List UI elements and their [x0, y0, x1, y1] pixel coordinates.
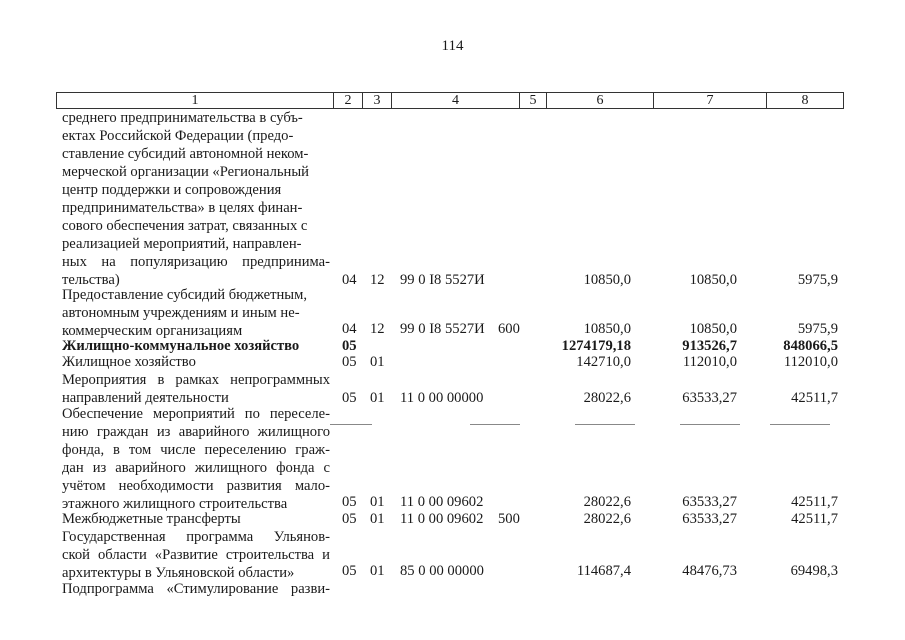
cell-section: 05 [342, 494, 357, 510]
cell-amount-7: 63533,27 [682, 390, 737, 406]
cell-amount-7: 10850,0 [689, 321, 737, 337]
text-line: нию граждан из аварийного жилищного [62, 424, 330, 440]
text-line: Подпрограмма «Стимулирование разви- [62, 581, 330, 597]
cell-section: 04 [342, 272, 357, 288]
row-description [62, 286, 330, 340]
text-line: коммерческим организациям [62, 323, 243, 339]
cell-amount-7: 10850,0 [689, 272, 737, 288]
row-description [62, 405, 330, 513]
cell-amount-8: 42511,7 [791, 494, 838, 510]
cell-amount-8: 42511,7 [791, 390, 838, 406]
cell-subsection: 01 [370, 511, 385, 527]
cell-section: 05 [342, 390, 357, 406]
cell-section: 05 [342, 354, 357, 370]
header-col-6: 6 [546, 93, 653, 108]
cell-amount-8: 5975,9 [797, 321, 838, 337]
cell-expense-type: 500 [498, 511, 520, 527]
cell-amount-6: 28022,6 [583, 511, 631, 527]
cell-section: 05 [342, 338, 357, 354]
text-line: ставление субсидий автономной неком- [62, 146, 309, 162]
text-line: Мероприятия в рамках непрограммных [62, 372, 330, 388]
cell-amount-6: 10850,0 [583, 272, 631, 288]
text-line: ных на популяризацию предпринима- [62, 254, 330, 270]
text-line: этажного жилищного строительства [62, 496, 288, 512]
text-line: центр поддержки и сопровождения [62, 182, 282, 198]
scan-artifact-line [680, 424, 740, 425]
cell-amount-7: 112010,0 [682, 354, 737, 370]
row-description [62, 580, 330, 598]
scan-artifact-line [330, 424, 372, 425]
row-description [62, 528, 330, 582]
cell-amount-7: 63533,27 [682, 511, 737, 527]
header-col-4: 4 [391, 93, 519, 108]
cell-section: 04 [342, 321, 357, 337]
cell-amount-7: 63533,27 [682, 494, 737, 510]
text-line: ской области «Развитие строительства и [62, 547, 330, 563]
text-line: Предоставление субсидий бюджетным, [62, 287, 307, 303]
text-line: архитектуры в Ульяновской области» [62, 565, 295, 581]
cell-amount-6: 1274179,18 [561, 338, 631, 354]
cell-amount-6: 10850,0 [583, 321, 631, 337]
cell-amount-8: 5975,9 [797, 272, 838, 288]
text-line: предпринимательства» в целях финан- [62, 200, 303, 216]
text-line: реализацией мероприятий, направлен- [62, 236, 302, 252]
header-col-3: 3 [362, 93, 391, 108]
table-header [56, 92, 844, 109]
text-line: Жилищно-коммунальное хозяйство [62, 338, 300, 354]
row-description [62, 510, 330, 528]
cell-subsection: 01 [370, 494, 385, 510]
text-line: ектах Российской Федерации (предо- [62, 128, 294, 144]
text-line: направлений деятельности [62, 390, 229, 406]
row-description [62, 371, 330, 407]
row-description [62, 353, 330, 371]
cell-target-article: 11 0 00 00000 [400, 390, 484, 406]
text-line: автономным учреждениям и иным не- [62, 305, 300, 321]
header-col-7: 7 [653, 93, 766, 108]
cell-amount-7: 48476,73 [682, 563, 737, 579]
cell-amount-8: 112010,0 [783, 354, 838, 370]
text-line: Жилищное хозяйство [62, 354, 196, 370]
text-line: дан из аварийного жилищного фонда с [62, 460, 330, 476]
scan-artifact-line [575, 424, 635, 425]
text-line: учётом необходимости развития мало- [62, 478, 330, 494]
text-line: мерческой организации «Региональный [62, 164, 309, 180]
scan-artifact-line [770, 424, 830, 425]
header-col-2: 2 [333, 93, 362, 108]
text-line: Обеспечение мероприятий по переселе- [62, 406, 330, 422]
cell-subsection: 01 [370, 563, 385, 579]
text-line: сового обеспечения затрат, связанных с [62, 218, 308, 234]
cell-target-article: 99 0 I8 5527И [400, 272, 485, 288]
cell-amount-8: 42511,7 [791, 511, 838, 527]
cell-subsection: 12 [370, 272, 385, 288]
text-line: Межбюджетные трансферты [62, 511, 241, 527]
header-col-1: 1 [191, 93, 199, 108]
text-line: фонда, в том числе переселению граж- [62, 442, 330, 458]
cell-amount-6: 114687,4 [576, 563, 631, 579]
cell-amount-7: 913526,7 [682, 338, 737, 354]
cell-target-article: 99 0 I8 5527И [400, 321, 485, 337]
cell-amount-6: 142710,0 [576, 354, 631, 370]
cell-subsection: 01 [370, 354, 385, 370]
page-number: 114 [441, 38, 464, 54]
row-description [62, 109, 330, 289]
cell-subsection: 12 [370, 321, 385, 337]
text-line: тельства) [62, 272, 120, 288]
cell-target-article: 11 0 00 09602 [400, 494, 484, 510]
cell-amount-8: 69498,3 [790, 563, 838, 579]
cell-amount-8: 848066,5 [783, 338, 838, 354]
header-col-8: 8 [766, 93, 843, 108]
cell-target-article: 85 0 00 00000 [400, 563, 484, 579]
cell-expense-type: 600 [498, 321, 520, 337]
text-line: Государственная программа Ульянов- [62, 529, 330, 545]
cell-target-article: 11 0 00 09602 [400, 511, 484, 527]
text-line: среднего предпринимательства в субъ- [62, 110, 303, 126]
header-col-5: 5 [519, 93, 546, 108]
cell-section: 05 [342, 511, 357, 527]
cell-amount-6: 28022,6 [583, 390, 631, 406]
cell-subsection: 01 [370, 390, 385, 406]
scan-artifact-line [470, 424, 520, 425]
cell-section: 05 [342, 563, 357, 579]
cell-amount-6: 28022,6 [583, 494, 631, 510]
